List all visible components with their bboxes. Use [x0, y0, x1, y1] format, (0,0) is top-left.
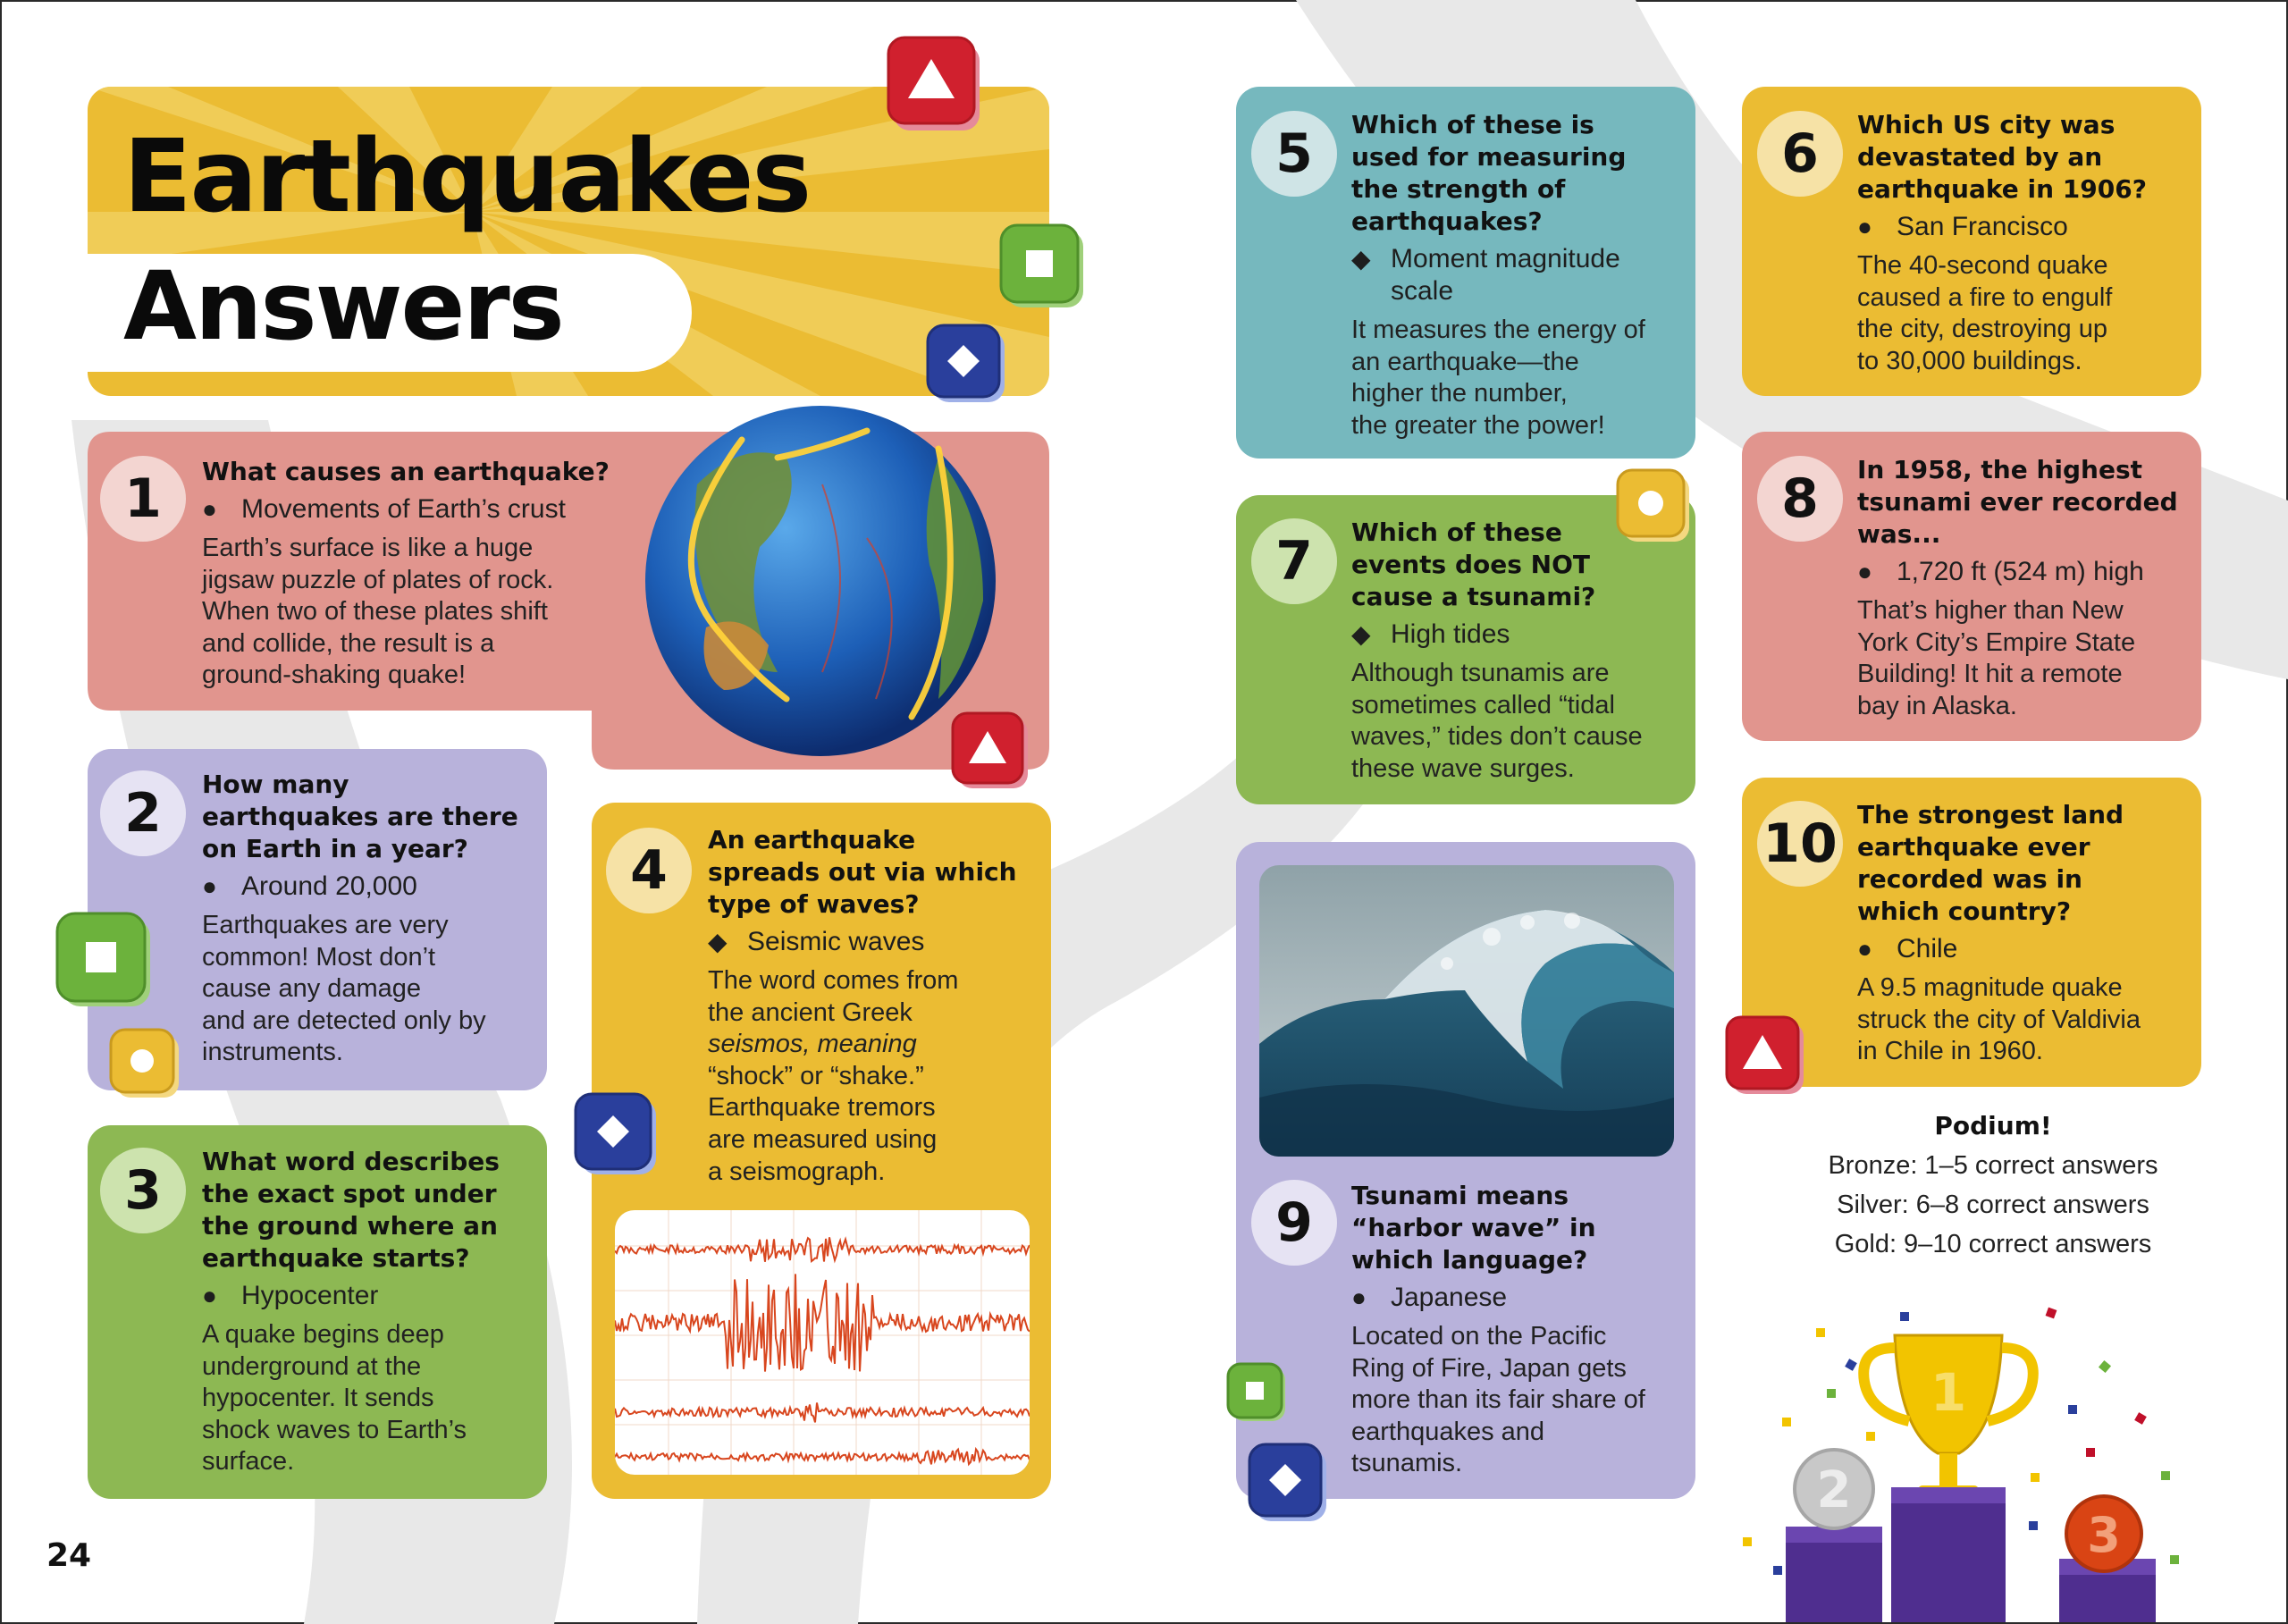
answer-2-text	[202, 769, 542, 1069]
question: An earthquake spreads out via which type of waves?	[708, 825, 1017, 919]
answer-9-text	[1351, 1180, 1691, 1480]
answer: ● Hypocenter	[202, 1281, 379, 1310]
answer-number: 10	[1757, 801, 1843, 887]
answer-number: 2	[100, 770, 186, 856]
circle-icon: ●	[1857, 935, 1872, 963]
answer: ● San Francisco	[1857, 212, 2068, 241]
explanation: That’s higher than New York City’s Empire State Building! It hit a remote bay in Alaska.	[1857, 596, 2136, 720]
answer: ◆ High tides	[1351, 619, 1510, 649]
answer-3-text	[202, 1146, 542, 1478]
answer-1-text	[202, 456, 622, 692]
answer: ● Around 20,000	[202, 871, 417, 901]
answer: ◆ Moment magnitude scale	[1351, 244, 1620, 306]
question: Which of these is used for measuring the strength of earthquakes?	[1351, 110, 1627, 236]
page-number: 24	[46, 1537, 92, 1574]
answer-number: 5	[1251, 111, 1337, 197]
square-button-icon	[1226, 1362, 1289, 1425]
answer-number: 3	[100, 1148, 186, 1233]
explanation: Earthquakes are very common! Most don’t cause any damage and are detected only by instruments.	[202, 911, 486, 1067]
circle-button-icon	[1616, 468, 1693, 545]
answer-number: 4	[606, 828, 692, 913]
answer: ● 1,720 ft (524 m) high	[1857, 557, 2144, 586]
question: Which US city was devastated by an earthquake in 1906?	[1857, 110, 2147, 204]
answer-5-text	[1351, 109, 1691, 442]
question: What word describes the exact spot under the ground where an earthquake starts?	[202, 1147, 500, 1273]
answer: ● Chile	[1857, 934, 1958, 963]
diamond-icon: ◆	[1351, 245, 1371, 273]
triangle-button-icon	[1725, 1015, 1807, 1098]
answer-number: 8	[1757, 456, 1843, 542]
trophy-label-first: 1	[1930, 1362, 1967, 1423]
circle-icon: ●	[1857, 558, 1872, 585]
question: What causes an earthquake?	[202, 457, 610, 486]
answer-6-text	[1857, 109, 2197, 377]
circle-icon: ●	[202, 872, 217, 900]
podium-bronze: Bronze: 1–5 correct answers	[1828, 1151, 2158, 1180]
circle-icon: ●	[1351, 1283, 1367, 1311]
diamond-button-icon	[574, 1092, 660, 1178]
explanation: Located on the Pacific Ring of Fire, Japan gets more than its fair share of earthquakes and tsunamis.	[1351, 1322, 1645, 1478]
circle-icon: ●	[1857, 213, 1872, 240]
diamond-button-icon	[1248, 1443, 1330, 1525]
square-button-icon	[999, 223, 1089, 313]
answer-10-text	[1857, 799, 2197, 1068]
page-subtitle: Answers	[123, 251, 563, 361]
explanation: Although tsunamis are sometimes called “tidal waves,” tides don’t cause these wave surges.	[1351, 659, 1643, 783]
explanation: A 9.5 magnitude quake struck the city of Valdivia in Chile in 1960.	[1857, 973, 2141, 1066]
question: How many earthquakes are there on Earth in a year?	[202, 770, 518, 863]
explanation: Earth’s surface is like a huge jigsaw puzzle of plates of rock. When two of these plates shift and collide, the result is a ground-shaking quake!	[202, 534, 554, 690]
ocean-wave-photo	[1259, 865, 1674, 1157]
explanation: The 40-second quake caused a fire to engulf the city, destroying up to 30,000 buildings.	[1857, 251, 2113, 375]
trophy-icon	[1734, 1296, 2199, 1622]
answer-number: 6	[1757, 111, 1843, 197]
diamond-icon: ◆	[1351, 620, 1371, 648]
answer-7-text	[1351, 517, 1691, 785]
answer-8-text	[1857, 454, 2197, 722]
podium-legend	[1752, 1107, 2234, 1264]
globe-icon	[644, 404, 997, 758]
circle-icon: ●	[202, 495, 217, 523]
answer: ● Japanese	[1351, 1283, 1508, 1312]
square-button-icon	[55, 912, 154, 1010]
question: Tsunami means “harbor wave” in which language?	[1351, 1181, 1596, 1275]
answer-number: 9	[1251, 1180, 1337, 1266]
page-title: Earthquakes	[123, 119, 811, 235]
answer-number: 1	[100, 456, 186, 542]
triangle-button-icon	[951, 711, 1031, 792]
podium-first	[1891, 1498, 2006, 1622]
diamond-icon: ◆	[708, 928, 728, 955]
answer-4-text	[708, 824, 1047, 1188]
circle-button-icon	[109, 1028, 182, 1101]
explanation: It measures the energy of an earthquake—the higher the number, the greater the power!	[1351, 316, 1645, 440]
answer: ◆ Seismic waves	[708, 927, 925, 956]
medal-label-second: 2	[1816, 1461, 1852, 1519]
medal-label-third: 3	[2087, 1507, 2121, 1563]
gold-trophy	[1863, 1335, 2033, 1498]
answer-number: 7	[1251, 518, 1337, 604]
question: Which of these events does NOT cause a tsunami?	[1351, 517, 1596, 611]
question: The strongest land earthquake ever recorded was in which country?	[1857, 800, 2124, 926]
triangle-button-icon	[887, 36, 985, 134]
explanation: A quake begins deep underground at the hypocenter. It sends shock waves to Earth’s surface.	[202, 1320, 467, 1477]
explanation: The word comes from the ancient Greek seismos, meaning “shock” or “shake.” Earthquake tremors are measured using a seismograph.	[708, 966, 959, 1186]
podium-silver: Silver: 6–8 correct answers	[1837, 1191, 2149, 1219]
answer: ● Movements of Earth’s crust	[202, 494, 566, 524]
podium-third	[2059, 1569, 2156, 1622]
circle-icon: ●	[202, 1282, 217, 1309]
podium-heading: Podium!	[1934, 1111, 2052, 1140]
seismograph-chart	[615, 1210, 1030, 1475]
diamond-button-icon	[926, 324, 1008, 406]
podium-gold: Gold: 9–10 correct answers	[1834, 1230, 2152, 1258]
podium-second	[1786, 1537, 1882, 1622]
question: In 1958, the highest tsunami ever recorded was...	[1857, 455, 2178, 549]
